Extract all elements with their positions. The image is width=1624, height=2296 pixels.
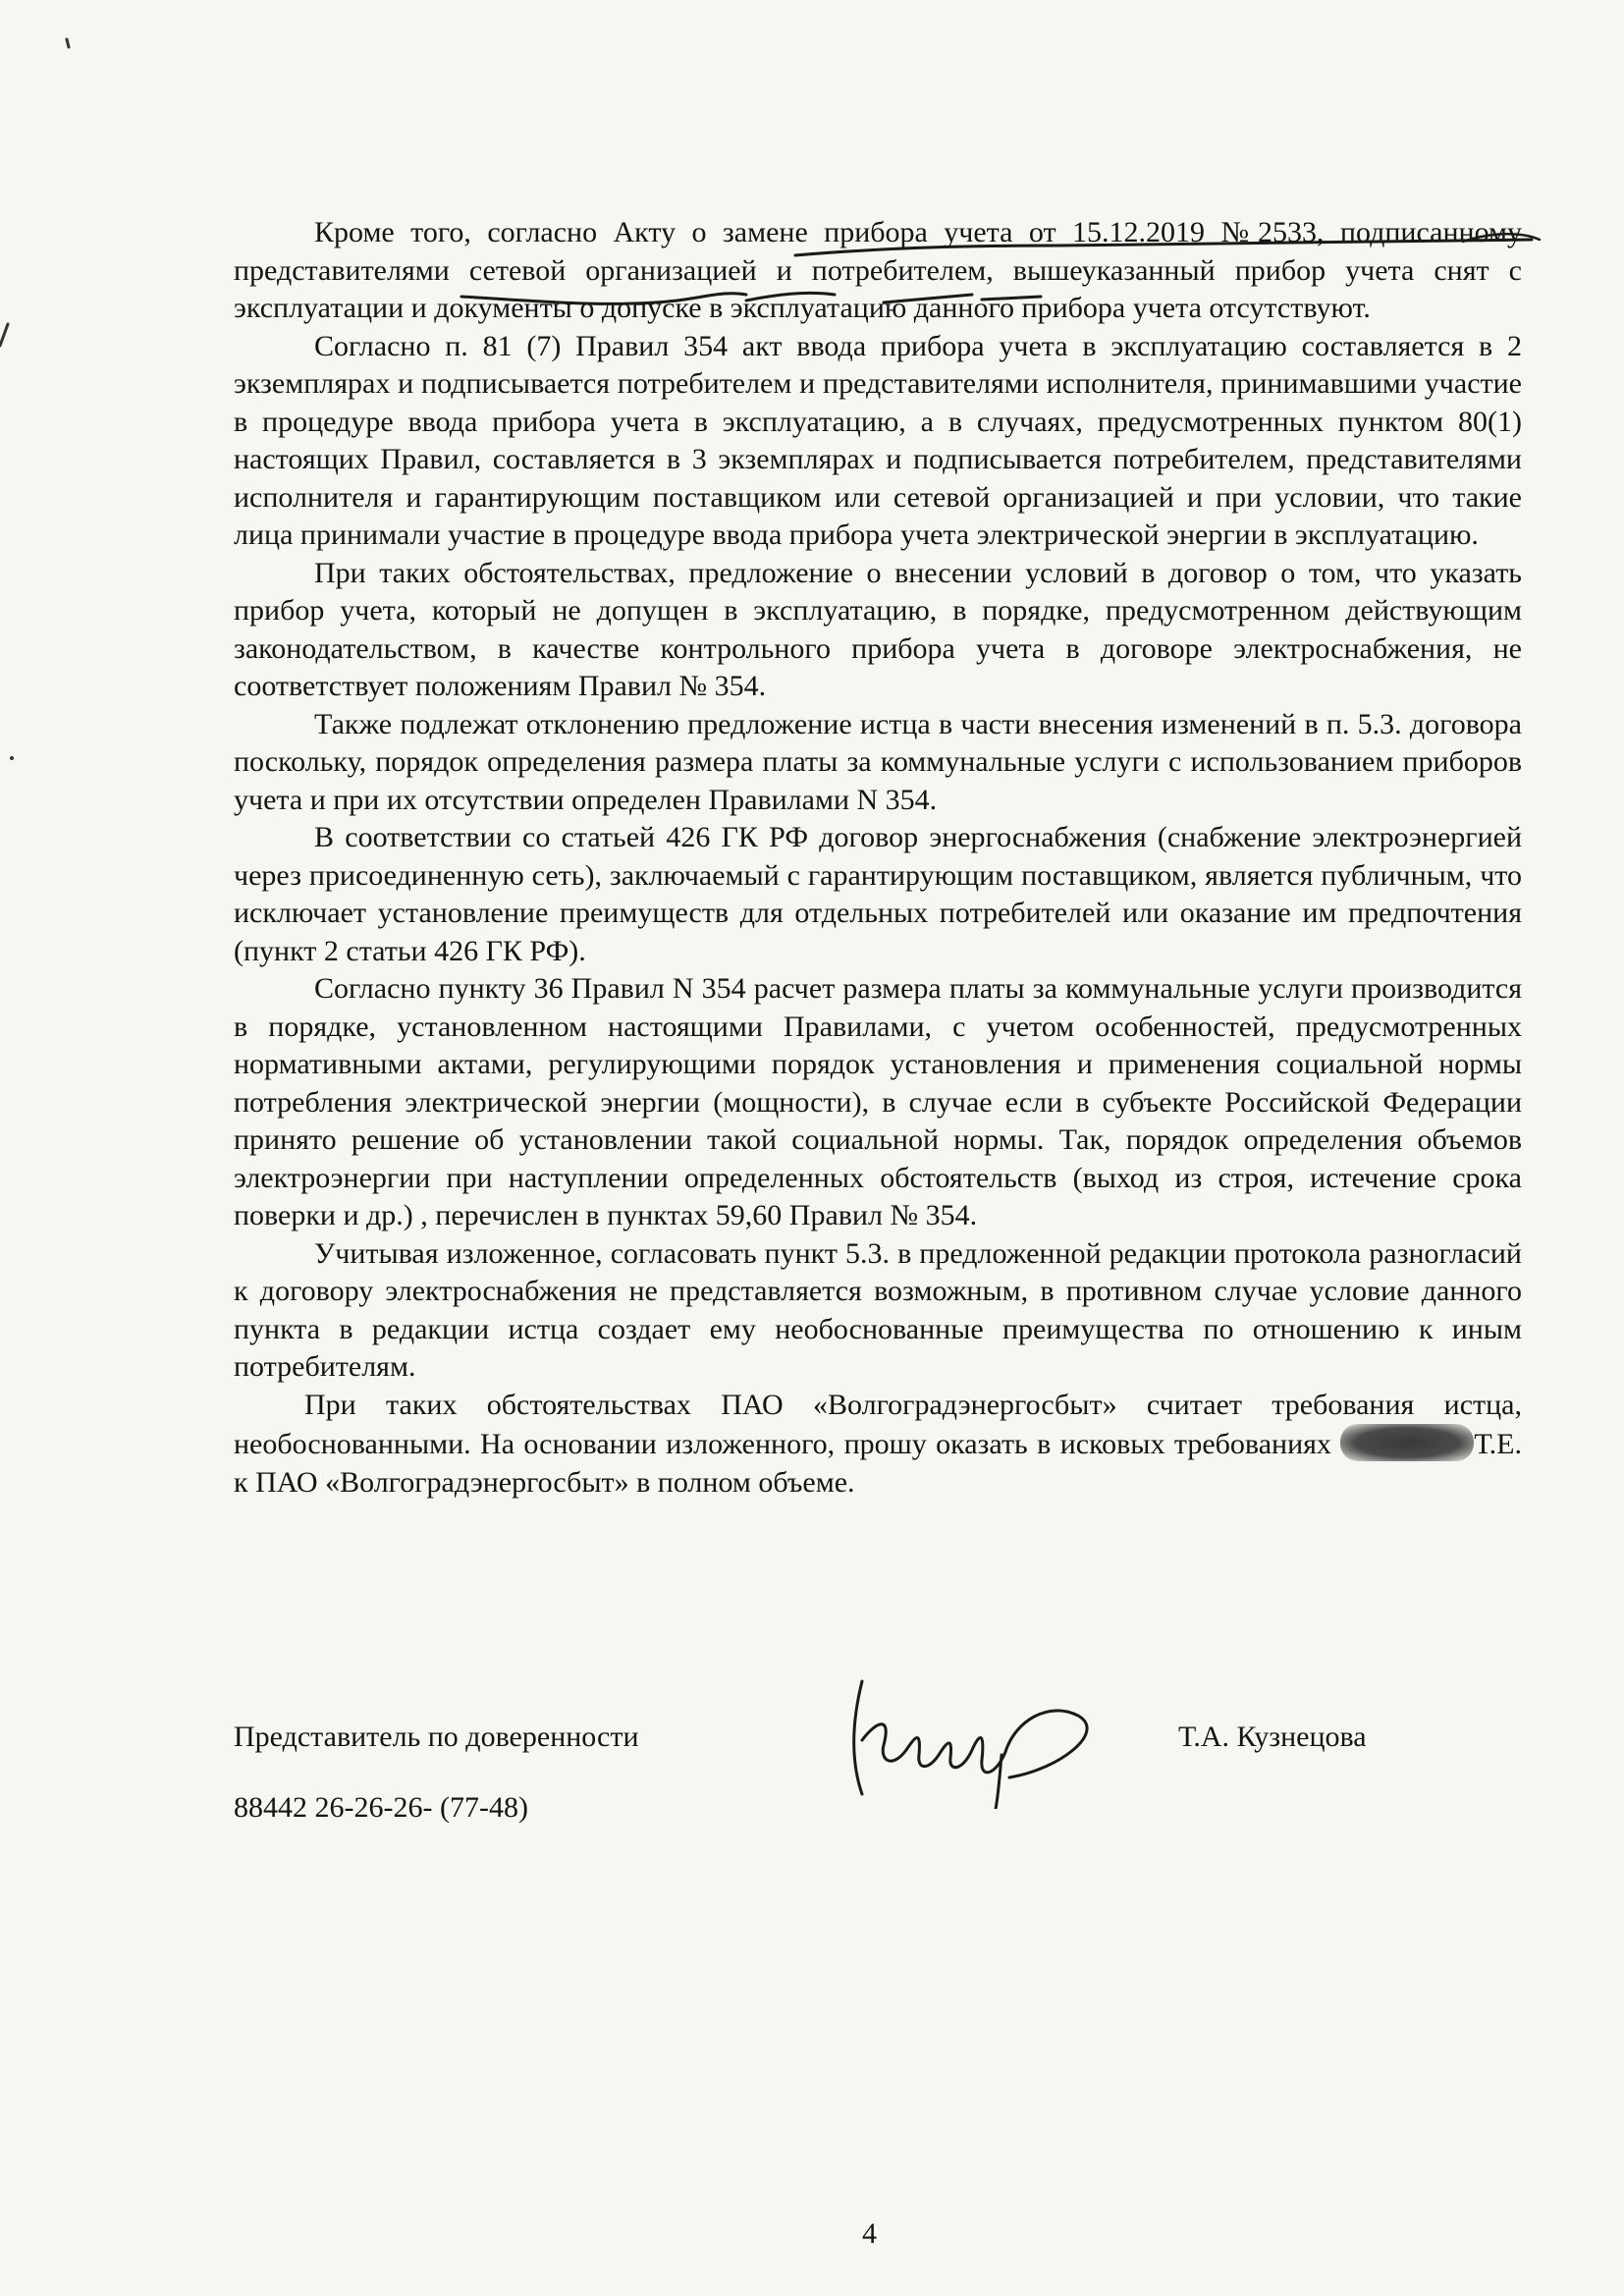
paragraph-rule-81: Согласно п. 81 (7) Правил 354 акт ввода прибора учета в эксплуатацию составляется в 2 экземплярах и подписывается потребителем и представителями исполнителя, принимавшими участие в процедуре ввода прибора учета в эксплуатацию, а в случаях, предусмотренных пунктом 80(1) настоящих Правил, составляется в 3 экземплярах и подписывается потребителем, представителями исполнителя и гарантирующим поставщиком или сетевой организацией и при условии, что такие лица принимали участие в процедуре ввода прибора учета электрической энергии в эксплуатацию. — [234, 329, 1522, 551]
paragraph-article-426: В соответствии со статьей 426 ГК РФ договор энергоснабжения (снабжение электроэнергией через присоединенную сеть), заключаемый с гарантирующим поставщиком, является публичным, что исключает установление преимуществ для отдельных потребителей или оказание им предпочтения (пункт 2 статьи 426 ГК РФ). — [234, 821, 1522, 967]
paragraph-meter-replacement: Кроме того, согласно Акту о замене прибора учета от 15.12.2019 №2533, подписанному представителями сетевой организацией и потребителем, вышеуказанный прибор учета снят с эксплуатации и документы о допуске в эксплуатацию данного прибора учета отсутствуют. — [234, 216, 1522, 324]
representative-name: Т.А. Кузнецова — [1178, 1721, 1367, 1753]
paragraph-request — [234, 1387, 1522, 1503]
paragraph-control-meter: При таких обстоятельствах, предложение о внесении условий в договор о том, что указать прибор учета, который не допущен в эксплуатацию, в порядке, предусмотренном действующим законодательством, в качестве контрольного прибора учета в договоре электроснабжения, не соответствует положениям Правил № 354. — [234, 556, 1522, 702]
phone-number: 88442 26-26-26- (77-48) — [234, 1791, 528, 1824]
paragraph-conclusion: Учитывая изложенное, согласовать пункт 5.3. в предложенной редакции протокола разногласий к договору электроснабжения не представляется возможным, в противном случае условие данного пункта в редакции истца создает ему необоснованные преимущества по отношению к иным потребителям. — [234, 1236, 1522, 1383]
handwritten-signature — [823, 1662, 1117, 1809]
page-number: 4 — [862, 2217, 877, 2250]
paragraph-rule-36: Согласно пункту 36 Правил N 354 расчет размера платы за коммунальные услуги производится в порядке, установленном настоящими Правилами, с учетом особенностей, предусмотренных нормативными актами, регулирующими порядок установления и применения социальной нормы потребления электрической энергии (мощности), в случае если в субъекте Российской Федерации принято решение об установлении такой социальной нормы. Так, порядок определения объемов электроэнергии при наступлении определенных обстоятельств (выход из строя, истечение срока поверки и др.) , перечислен в пунктах 59,60 Правил № 354. — [234, 972, 1522, 1231]
signature-block — [234, 1721, 1520, 1848]
request-text: При таких обстоятельствах ПАО «Волгоградэнергосбыт» считает требования истца, необоснованными. На основании изложенного, прошу оказать в исковых требованиях — [234, 1388, 1522, 1460]
redacted-surname — [1340, 1424, 1474, 1461]
document-body — [234, 214, 1522, 1502]
paragraph-clause-5-3: Также подлежат отклонению предложение истца в части внесения изменений в п. 5.3. договора поскольку, порядок определения размера платы за коммунальные услуги с использованием приборов учета и при их отсутствии определен Правилами N 354. — [234, 707, 1522, 816]
request-final-text: Т.Е. к ПАО «Волгоградэнергосбыт» в полном объеме. — [234, 1428, 1523, 1499]
signature-label: Представитель по доверенности — [234, 1721, 639, 1753]
